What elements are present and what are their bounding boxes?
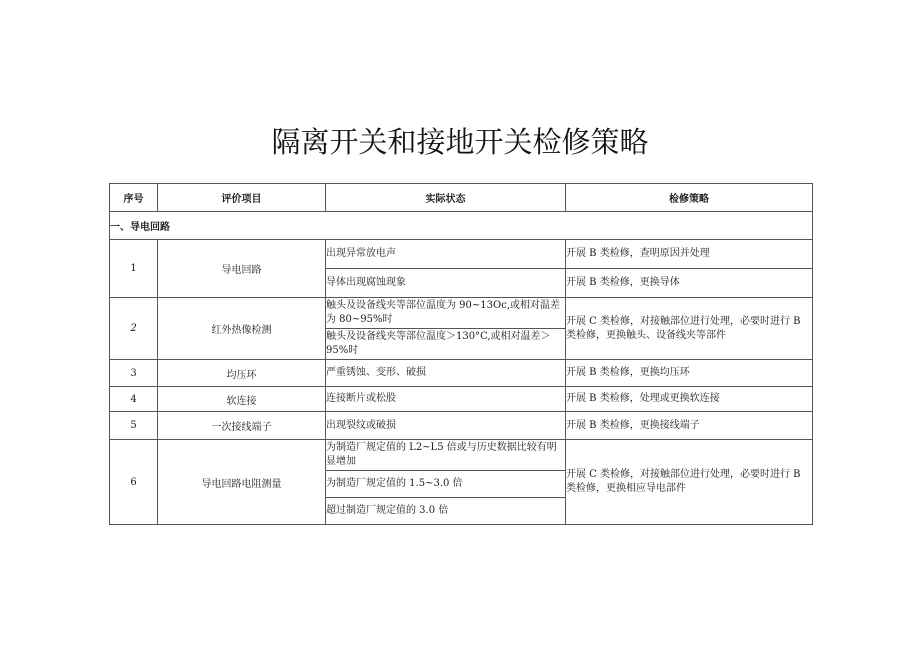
row-item: 均压环 bbox=[158, 360, 326, 387]
row-no: 1 bbox=[110, 240, 158, 298]
header-no: 序号 bbox=[110, 184, 158, 212]
row-strategy: 开展 C 类检修，对接触部位进行处理，必要时进行 B 类检修，更换相应导电部件 bbox=[566, 440, 813, 525]
table-row bbox=[110, 412, 813, 440]
header-strategy: 检修策略 bbox=[566, 184, 813, 212]
row-item: 软连接 bbox=[158, 387, 326, 412]
row-state: 出现异常放电声 bbox=[326, 240, 566, 269]
document-title: 隔离开关和接地开关检修策略 bbox=[271, 125, 649, 159]
table-header-row bbox=[110, 184, 813, 212]
row-item: 导电回路 bbox=[158, 240, 326, 298]
row-no: 4 bbox=[110, 387, 158, 412]
row-state: 导体出现腐蚀现象 bbox=[326, 269, 566, 298]
table-row bbox=[110, 298, 813, 329]
maintenance-strategy-table bbox=[109, 183, 813, 525]
row-strategy: 开展 C 类检修，对接触部位进行处理，必要时进行 B 类检修，更换触头、设备线夹等部件 bbox=[566, 298, 813, 360]
row-state: 触头及设备线夹等部位温度＞130°C,或相对温差＞95%时 bbox=[326, 329, 566, 360]
table-row bbox=[110, 240, 813, 269]
header-item: 评价项目 bbox=[158, 184, 326, 212]
row-state: 触头及设备线夹等部位温度为 90~13Oc,或相对温差为 80~95%时 bbox=[326, 298, 566, 329]
row-strategy: 开展 B 类检修，查明原因并处理 bbox=[566, 240, 813, 269]
table-row bbox=[110, 360, 813, 387]
row-item: 导电回路电阻测量 bbox=[158, 440, 326, 525]
row-item: 一次接线端子 bbox=[158, 412, 326, 440]
row-state: 出现裂纹或破损 bbox=[326, 412, 566, 440]
section-title: 一、导电回路 bbox=[110, 212, 813, 240]
row-no: 3 bbox=[110, 360, 158, 387]
section-row bbox=[110, 212, 813, 240]
row-no: 5 bbox=[110, 412, 158, 440]
table-row bbox=[110, 387, 813, 412]
row-strategy: 开展 B 类检修，更换均压环 bbox=[566, 360, 813, 387]
row-item: 红外热像检测 bbox=[158, 298, 326, 360]
row-state: 为制造厂规定值的 L2~L5 倍或与历史数据比较有明显增加 bbox=[326, 440, 566, 471]
table-row bbox=[110, 440, 813, 471]
row-state: 为制造厂规定值的 1.5~3.0 倍 bbox=[326, 471, 566, 498]
row-state: 严重锈蚀、变形、破损 bbox=[326, 360, 566, 387]
row-strategy: 开展 B 类检修，更换导体 bbox=[566, 269, 813, 298]
row-state: 超过制造厂规定值的 3.0 倍 bbox=[326, 498, 566, 525]
header-state: 实际状态 bbox=[326, 184, 566, 212]
row-strategy: 开展 B 类检修，更换接线端子 bbox=[566, 412, 813, 440]
row-state: 连接断片或松股 bbox=[326, 387, 566, 412]
row-no: 2 bbox=[110, 298, 158, 360]
row-strategy: 开展 B 类检修，处理或更换软连接 bbox=[566, 387, 813, 412]
row-no: 6 bbox=[110, 440, 158, 525]
